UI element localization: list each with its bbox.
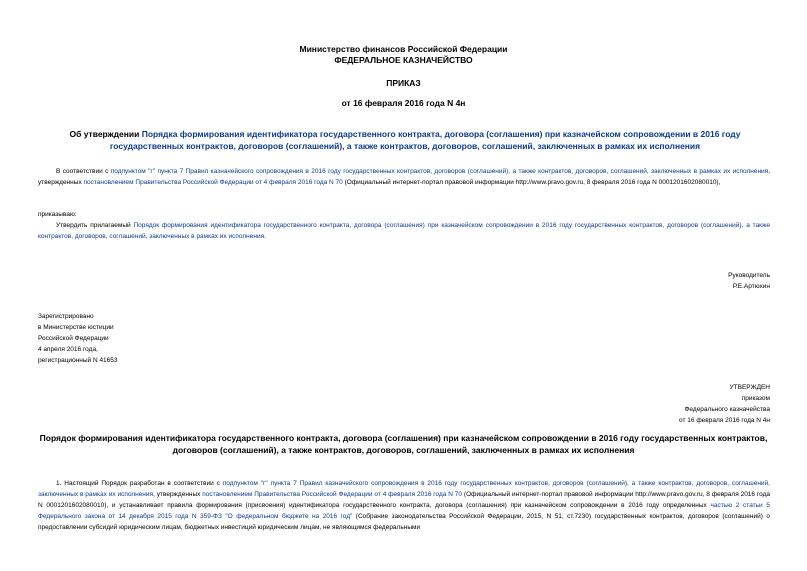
approve-link-procedure[interactable]: Порядок формирования идентификатора государственного контракта, договора (соглашения) при казначейском сопровождении в 2016 году государственных контрактов, договоров (соглашений), а также контрактов, договоров, соглашений, заключенных в рамках их исполнения: [38, 222, 770, 240]
ministry-name: Министерство финансов Российской Федерации: [299, 44, 508, 54]
para1-text-2: , утвержденных: [153, 491, 203, 498]
order-word: приказываю:: [38, 211, 77, 218]
registration-line: Российской Федерации: [38, 335, 109, 342]
signature-role: Руководитель: [728, 272, 770, 279]
preamble-text-1: В соответствии с: [56, 168, 111, 175]
para1-link-rules[interactable]: подпунктом "г" пункта 7 Правил казначейского сопровождения в 2016 году государственных контрактов, договоров (соглашений), а также контрактов, договоров, соглашений, заключенных в рамках их исполнения: [38, 480, 770, 498]
paragraph-1: [38, 478, 770, 533]
approved-line: от 16 февраля 2016 года N 4н: [679, 417, 770, 424]
doc-type: ПРИКАЗ: [386, 78, 421, 88]
registration-line: Зарегистрировано: [38, 313, 94, 320]
signature-name: Р.Е.Артюхин: [732, 283, 770, 290]
approved-block: [560, 382, 770, 426]
para1-link-resolution[interactable]: постановлением Правительства Российской Федерации от 4 февраля 2016 года N 70: [202, 491, 463, 498]
signature-block: [560, 270, 770, 292]
preamble-text-3: (Официальный интернет-портал правовой информации http://www.pravo.gov.ru, 8 февраля 2016 года N 0001201602080010),: [342, 179, 721, 186]
approve-paragraph: [38, 220, 770, 242]
approve-text-1: Утвердить прилагаемый: [56, 222, 134, 229]
registration-line: 4 апреля 2016 года,: [38, 346, 98, 353]
registration-line: регистрационный N 41653: [38, 357, 118, 364]
preamble-link-resolution[interactable]: постановлением Правительства Российской Федерации от 4 февраля 2016 года N 70: [83, 179, 343, 186]
registration-line: в Министерстве юстиции: [38, 324, 114, 331]
document-title: [60, 128, 750, 152]
para1-link-federal-law[interactable]: частью 2 статьи 5 Федерального закона от 14 декабря 2015 года N 359-ФЗ "О федеральном бюджете на 2016 год": [38, 502, 770, 520]
registration-block: [38, 311, 238, 366]
doc-date: от 16 февраля 2016 года N 4н: [341, 98, 466, 108]
approve-text-2: .: [264, 233, 266, 240]
para1-text-3: (Официальный интернет-портал правовой информации http://www.pravo.gov.ru, 8 февраля 2016 года N 0001201602080010), и устанавливает правила формирования (присвоения) идентификатора государственного контракта, договора (соглашения) при казначейском сопровождении в 2016 году определенных: [38, 491, 771, 509]
preamble-paragraph: [38, 166, 770, 188]
title-prefix: Об утверждении: [69, 129, 142, 139]
approved-line: приказом: [741, 395, 770, 402]
para1-text-1: 1. Настоящий Порядок разработан в соответствии с: [56, 480, 223, 487]
preamble-text-2: , утвержденных: [38, 168, 770, 186]
para1-text-4: (Собрание законодательства Российской Федерации, 2015, N 51, ст.7230) государственных контрактов, договоров (соглашений) о предоставлении субсидий юридическим лицам, бюджетных инвестиций юридическим лицам, не являющимся федеральными: [38, 513, 770, 531]
agency-name: ФЕДЕРАЛЬНОЕ КАЗНАЧЕЙСТВО: [334, 55, 473, 65]
approved-line: Федерального казначейства: [684, 406, 770, 413]
title-link[interactable]: Порядка формирования идентификатора государственного контракта, договора (соглашения) при казначейском сопровождении в 2016 году государственных контрактов, договоров (соглашений), а также контрактов, договоров, соглашений, заключенных в рамках их исполнения: [109, 129, 741, 151]
document-header: [0, 44, 807, 66]
preamble-link-rules[interactable]: подпунктом "г" пункта 7 Правил казначейского сопровождения в 2016 году государственных контрактов, договоров (соглашений), а также контрактов, договоров, соглашений, заключенных в рамках их исполнения: [110, 168, 769, 175]
procedure-title: Порядок формирования идентификатора государственного контракта, договора (соглашения) при казначейском сопровождении в 2016 году государственных контрактов, договоров (соглашений), а также контрактов, договоров, соглашений, заключенных в рамках их исполнения: [39, 433, 768, 455]
approved-line: УТВЕРЖДЕН: [729, 384, 770, 391]
